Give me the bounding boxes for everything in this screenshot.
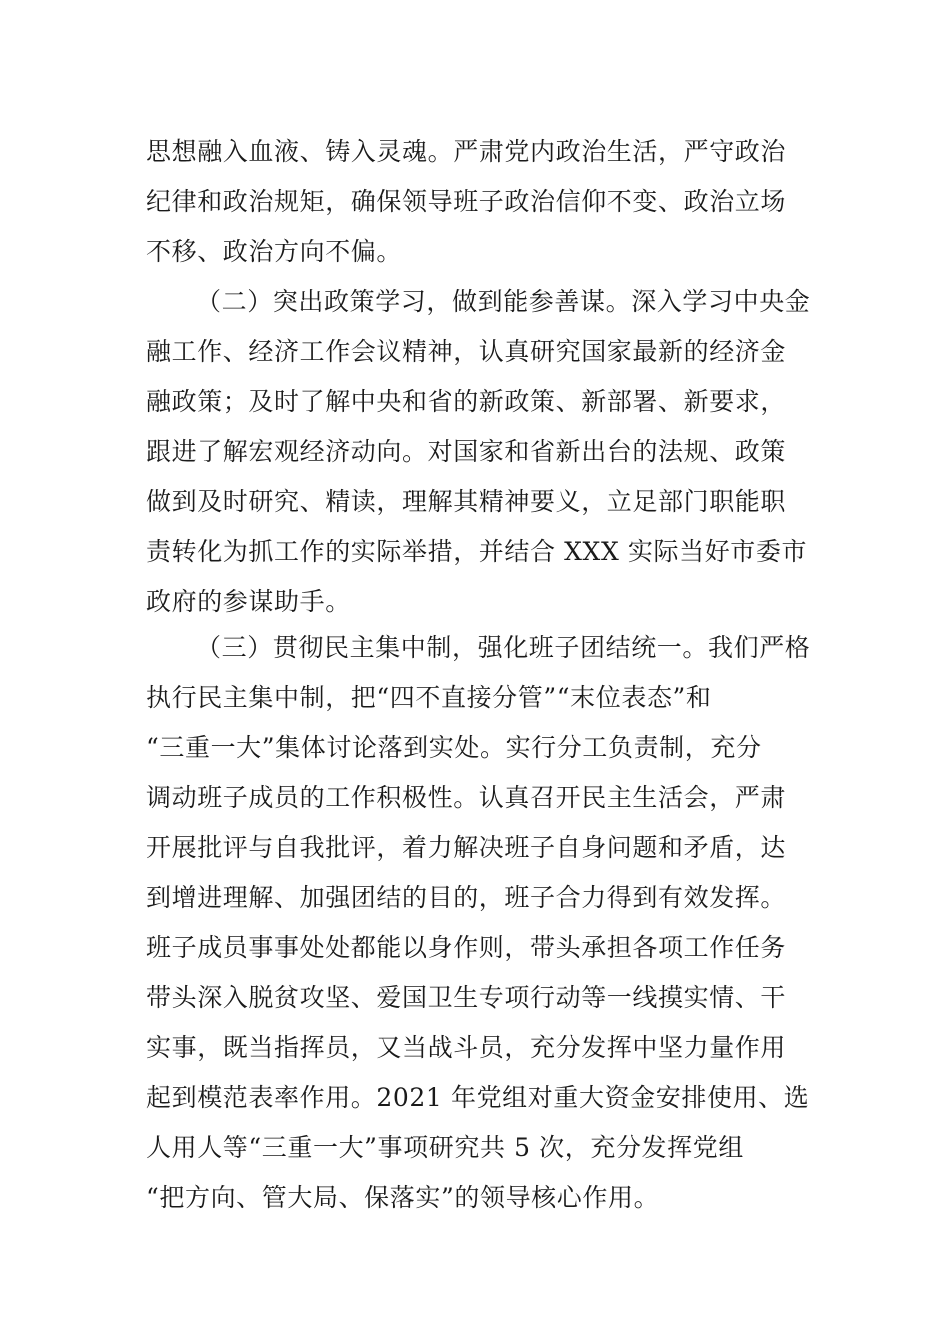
text-line: “把方向、管大局、保落实”的领导核心作用。 xyxy=(146,1183,660,1212)
text-line: 纪律和政治规矩，确保领导班子政治信仰不变、政治立场 xyxy=(146,187,787,216)
section-heading-3: （三）贯彻民主集中制，强化班子团结统一。我们严格 xyxy=(196,633,811,662)
text-line: 做到及时研究、精读，理解其精神要义，立足部门职能职 xyxy=(146,487,787,516)
text-line: 人用人等“三重一大”事项研究共 5 次，充分发挥党组 xyxy=(146,1133,744,1162)
text-line: 责转化为抓工作的实际举措，并结合 XXX 实际当好市委市 xyxy=(146,537,808,566)
text-line: 班子成员事事处处都能以身作则，带头承担各项工作任务 xyxy=(146,933,787,962)
text-line: 调动班子成员的工作积极性。认真召开民主生活会，严肃 xyxy=(146,783,787,812)
text-line: 实事，既当指挥员，又当战斗员，充分发挥中坚力量作用 xyxy=(146,1033,787,1062)
text-line: 到增进理解、加强团结的目的，班子合力得到有效发挥。 xyxy=(146,883,787,912)
text-line: 融政策；及时了解中央和省的新政策、新部署、新要求， xyxy=(146,387,787,416)
section-heading-2: （二）突出政策学习，做到能参善谋。深入学习中央金 xyxy=(196,287,811,316)
text-line: 不移、政治方向不偏。 xyxy=(146,237,403,266)
text-line: 政府的参谋助手。 xyxy=(146,587,351,616)
text-line: 融工作、经济工作会议精神，认真研究国家最新的经济金 xyxy=(146,337,787,366)
text-line: 思想融入血液、铸入灵魂。严肃党内政治生活，严守政治 xyxy=(146,137,787,166)
text-line: 开展批评与自我批评，着力解决班子自身问题和矛盾，达 xyxy=(146,833,787,862)
text-line: 执行民主集中制，把“四不直接分管”“末位表态”和 xyxy=(146,683,712,712)
text-line: 跟进了解宏观经济动向。对国家和省新出台的法规、政策 xyxy=(146,437,787,466)
text-line: “三重一大”集体讨论落到实处。实行分工负责制，充分 xyxy=(146,733,762,762)
text-line: 起到模范表率作用。2021 年党组对重大资金安排使用、选 xyxy=(146,1083,810,1112)
text-line: 带头深入脱贫攻坚、爱国卫生专项行动等一线摸实情、干 xyxy=(146,983,787,1012)
